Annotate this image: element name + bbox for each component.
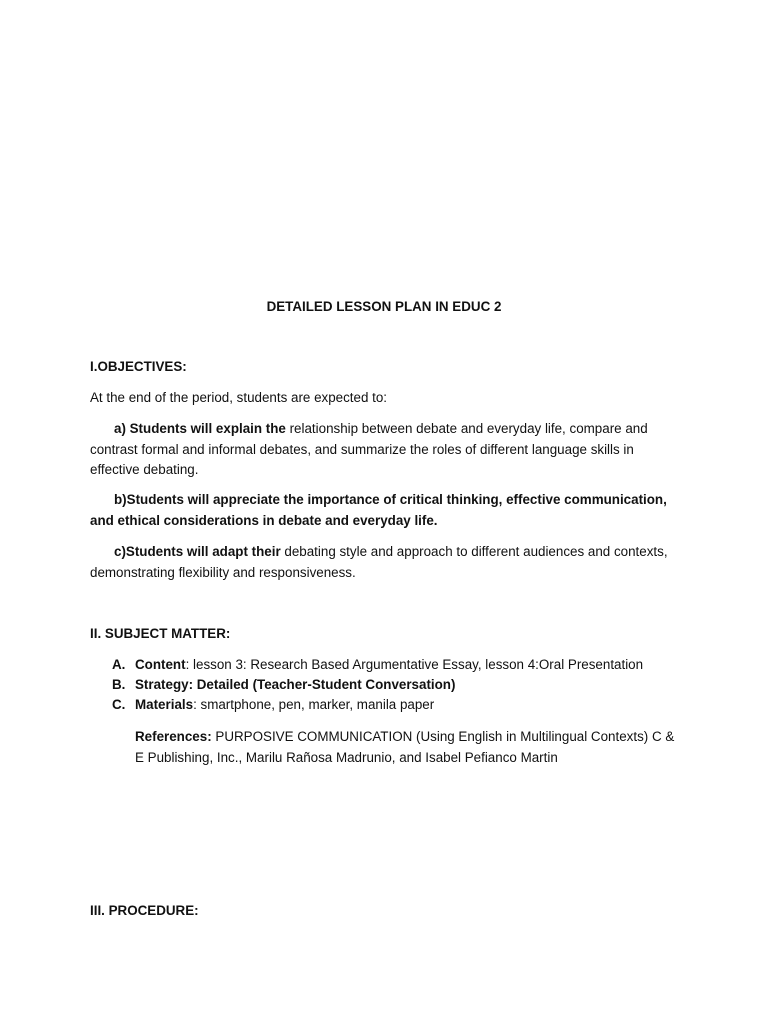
list-letter: B. [112,677,126,692]
subject-matter-heading: II. SUBJECT MATTER: [90,626,231,641]
objectives-intro: At the end of the period, students are expected to: [90,390,388,405]
objective-c [90,542,670,583]
objective-a [90,419,670,481]
objective-b: b)Students will appreciate the importance of critical thinking, effective communication, and ethical considerations in debate and everyday life. [90,492,667,528]
procedure-heading: III. PROCEDURE: [90,903,199,918]
references [135,727,680,768]
objective-c-text: debating style and approach to different audiences and contexts, demonstrating flexibility and responsiveness. [90,544,668,580]
list-text: : lesson 3: Research Based Argumentative Essay, lesson 4:Oral Presentation [185,657,644,672]
list-text: : smartphone, pen, marker, manila paper [193,697,435,712]
list-item-content [112,655,643,675]
objectives-heading: I.OBJECTIVES: [90,359,187,374]
list-label: Materials [135,697,194,712]
references-text: PURPOSIVE COMMUNICATION (Using English in Multilingual Contexts) C & E Publishing, Inc., Marilu Rañosa Madrunio, and Isabel Pefianco Martin [135,729,675,765]
objective-c-lead: c)Students will adapt their [114,544,281,559]
references-label: References: [135,729,212,744]
objective-a-lead: a) Students will explain the [114,421,286,436]
list-letter: C. [112,697,126,712]
list-label: Strategy: Detailed (Teacher-Student Conversation) [135,677,456,692]
document-title: DETAILED LESSON PLAN IN EDUC 2 [266,299,502,314]
list-item-strategy [112,675,455,695]
list-item-materials [112,695,434,715]
list-label: Content [135,657,186,672]
objective-a-text: relationship between debate and everyday life, compare and contrast formal and informal debates, and summarize the roles of different language skills in effective debating. [90,421,648,477]
list-letter: A. [112,657,126,672]
